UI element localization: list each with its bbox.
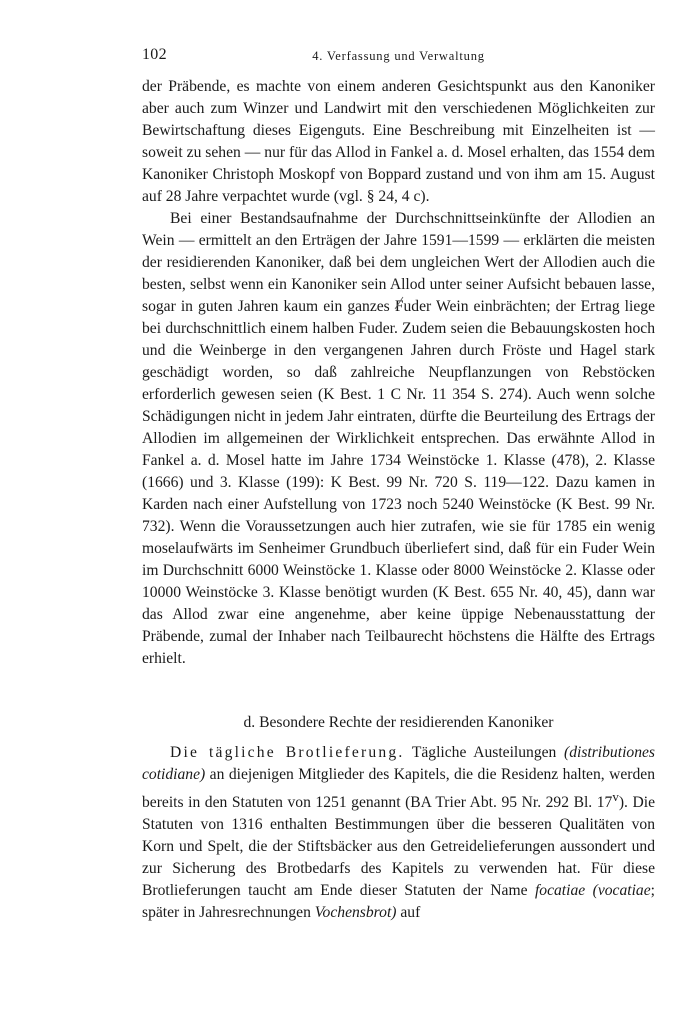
- text-run: auf: [396, 904, 421, 922]
- pen-mark: [393, 296, 405, 310]
- text-run: ). Die Statuten von 1316 enthalten Bestimmungen über die besseren Qualitäten von Korn und Spelt, die der Stiftsbäcker aus den Getreidelieferungen aussondert und zur Sicherung des Brotbedarfs des Kapitels zu verwenden hat. Für diese Brotlieferungen taucht am Ende dieser Statuten der Name: [142, 794, 655, 900]
- german-term: Vochensbrot): [314, 904, 397, 922]
- running-head: [142, 46, 655, 68]
- superscript-verso: v: [612, 789, 619, 804]
- page-number: 102: [142, 46, 167, 63]
- text-run: Tägliche Austeilungen: [404, 744, 565, 761]
- paragraph-bread-delivery: [142, 742, 655, 924]
- text-run: an diejenigen Mitglieder des Kapitels, die die Residenz halten, werden bereits in den Statuten von 1251 genannt (BA Trier Abt. 95 Nr. 292 Bl. 17: [142, 766, 655, 812]
- latin-term: focatiae (vocatiae: [534, 882, 651, 900]
- section-heading: d. Besondere Rechte der residierenden Kanoniker: [243, 714, 554, 731]
- text-run: ; später in Jahresrechnungen: [142, 882, 655, 922]
- paragraph-wine-income: Bei einer Bestandsaufnahme der Durchschnittseinkünfte der Allodien an Wein — ermittelt an den Erträgen der Jahre 1591—1599 — erklärten die meisten der residierenden Kanoniker, daß bei dem ungleichen Wert der Allodien auch die besten, selbst wenn ein Kanoniker sein Allod unter seiner Aufsicht bebauen lasse, sogar in guten Jahren kaum ein ganzes Fuder Wein einbrächten; der Ertrag liege bei durchschnittlich einem halben Fuder. Zudem seien die Bebauungskosten hoch und die Weinberge in den vergangenen Jahren durch Fröste und Hagel stark geschädigt worden, so daß zahlreiche Neupflanzungen von Rebstöcken erforderlich gewesen seien (K Best. 1 C Nr. 11 354 S. 274). Auch wenn solche Schädigungen nicht in jedem Jahr eintraten, dürfte die Beurteilung des Ertrags der Allodien im allgemeinen der Wirklichkeit entsprechen. Das erwähnte Allod in Fankel a. d. Mosel hatte im Jahre 1734 Weinstöcke 1. Klasse (478), 2. Klasse (1666) und 3. Klasse (199): K Best. 99 Nr. 720 S. 119—122. Dazu kamen in Karden nach einer Aufstellung von 1723 noch 5240 Weinstöcke (K Best. 99 Nr. 732). Wenn die Voraussetzungen auch hier zutrafen, wie sie für 1785 ein wenig moselaufwärts im Senheimer Grundbuch überliefert sind, daß für ein Fuder Wein im Durchschnitt 6000 Weinstöcke 1. Klasse oder 8000 Weinstöcke 2. Klasse oder 10000 Weinstöcke 3. Klasse benötigt wurden (K Best. 655 Nr. 40, 45), dann war das Allod zwar eine angenehme, aber keine üppige Nebenausstattung der Präbende, zumal der Inhaber nach Teilbaurecht höchstens die Hälfte des Ertrags erhielt.: [142, 210, 655, 667]
- running-title: 4. Verfassung und Verwaltung: [312, 49, 485, 63]
- section-term: Die tägliche Brotlieferung.: [170, 744, 405, 761]
- paragraph-allod-fankel: der Präbende, es machte von einem anderen Gesichtspunkt aus den Kanoniker aber auch zum Winzer und Landwirt mit den verschiedenen Möglichkeiten zur Bewirtschaftung dieses Eigenguts. Eine Beschreibung mit Einzelheiten ist — soweit zu sehen — nur für das Allod in Fankel a. d. Mosel erhalten, das 1554 dem Kanoniker Christoph Moskopf von Boppard zustand und von ihm am 15. August auf 28 Jahre verpachtet wurde (vgl. § 24, 4 c).: [142, 78, 655, 205]
- main-text: [142, 76, 655, 670]
- section-text: [142, 742, 655, 924]
- latin-term: (distributiones cotidiane): [142, 744, 655, 783]
